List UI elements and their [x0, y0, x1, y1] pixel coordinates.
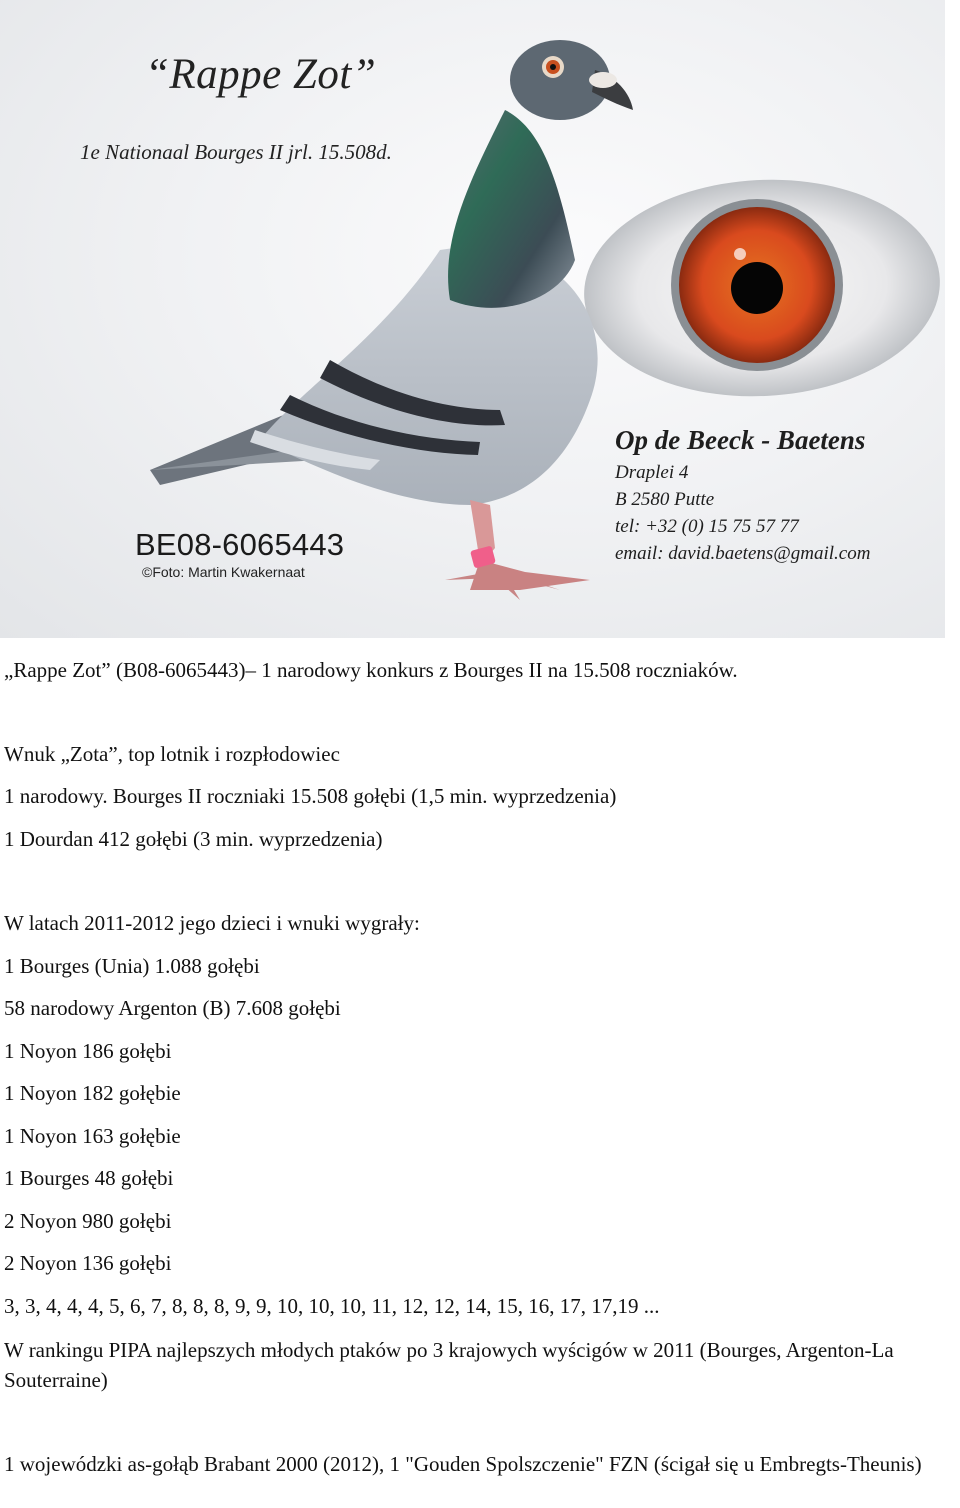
pigeon-photo-card: [0, 0, 945, 638]
ring-number: BE08-6065443: [135, 527, 345, 562]
pigeon-title: “Rappe Zot”: [145, 51, 377, 98]
address-email: email: david.baetens@gmail.com: [615, 543, 871, 564]
results-heading: W latach 2011-2012 jego dzieci i wnuki wygrały:: [4, 911, 420, 935]
result-item: 2 Noyon 136 gołębi: [4, 1251, 172, 1275]
result-item: 1 Noyon 163 gołębie: [4, 1124, 181, 1148]
pigeon-subtitle: 1e Nationaal Bourges II jrl. 15.508d.: [80, 140, 392, 164]
result-item: 1 Noyon 186 gołębi: [4, 1039, 172, 1063]
result-item: 2 Noyon 980 gołębi: [4, 1209, 172, 1233]
intro-line: Wnuk „Zota”, top lotnik i rozpłodowiec: [4, 742, 340, 766]
result-placings: 3, 3, 4, 4, 4, 5, 6, 7, 8, 8, 8, 9, 9, 10, 10, 10, 11, 12, 12, 14, 15, 16, 17, 17,19 ...: [4, 1294, 660, 1318]
result-item: 1 Noyon 182 gołębie: [4, 1081, 181, 1105]
result-item: 58 narodowy Argenton (B) 7.608 gołębi: [4, 996, 341, 1020]
owner-name: Op de Beeck - Baetens: [615, 425, 866, 455]
intro-line: 1 narodowy. Bourges II roczniaki 15.508 gołębi (1,5 min. wyprzedzenia): [4, 784, 617, 808]
result-item: 1 Bourges (Unia) 1.088 gołębi: [4, 954, 260, 978]
address-city: B 2580 Putte: [615, 489, 715, 510]
address-phone: tel: +32 (0) 15 75 57 77: [615, 516, 799, 537]
photo-credit: ©Foto: Martin Kwakernaat: [142, 564, 305, 580]
intro-line: 1 Dourdan 412 gołębi (3 min. wyprzedzenia): [4, 827, 383, 851]
pigeon-eye-image: [579, 171, 945, 405]
pipa-ranking: W rankingu PIPA najlepszych młodych ptaków po 3 krajowych wyścigów w 2011 (Bourges, Argenton-La Souterraine): [4, 1338, 894, 1392]
headline: „Rappe Zot” (B08-6065443)– 1 narodowy konkurs z Bourges II na 15.508 roczniaków.: [4, 658, 738, 682]
result-item: 1 Bourges 48 gołębi: [4, 1166, 174, 1190]
address-street: Draplei 4: [615, 462, 689, 483]
final-achievement: 1 wojewódzki as-gołąb Brabant 2000 (2012), 1 "Gouden Spolszczenie" FZN (ścigał się u Embregts-Theunis): [4, 1452, 922, 1476]
